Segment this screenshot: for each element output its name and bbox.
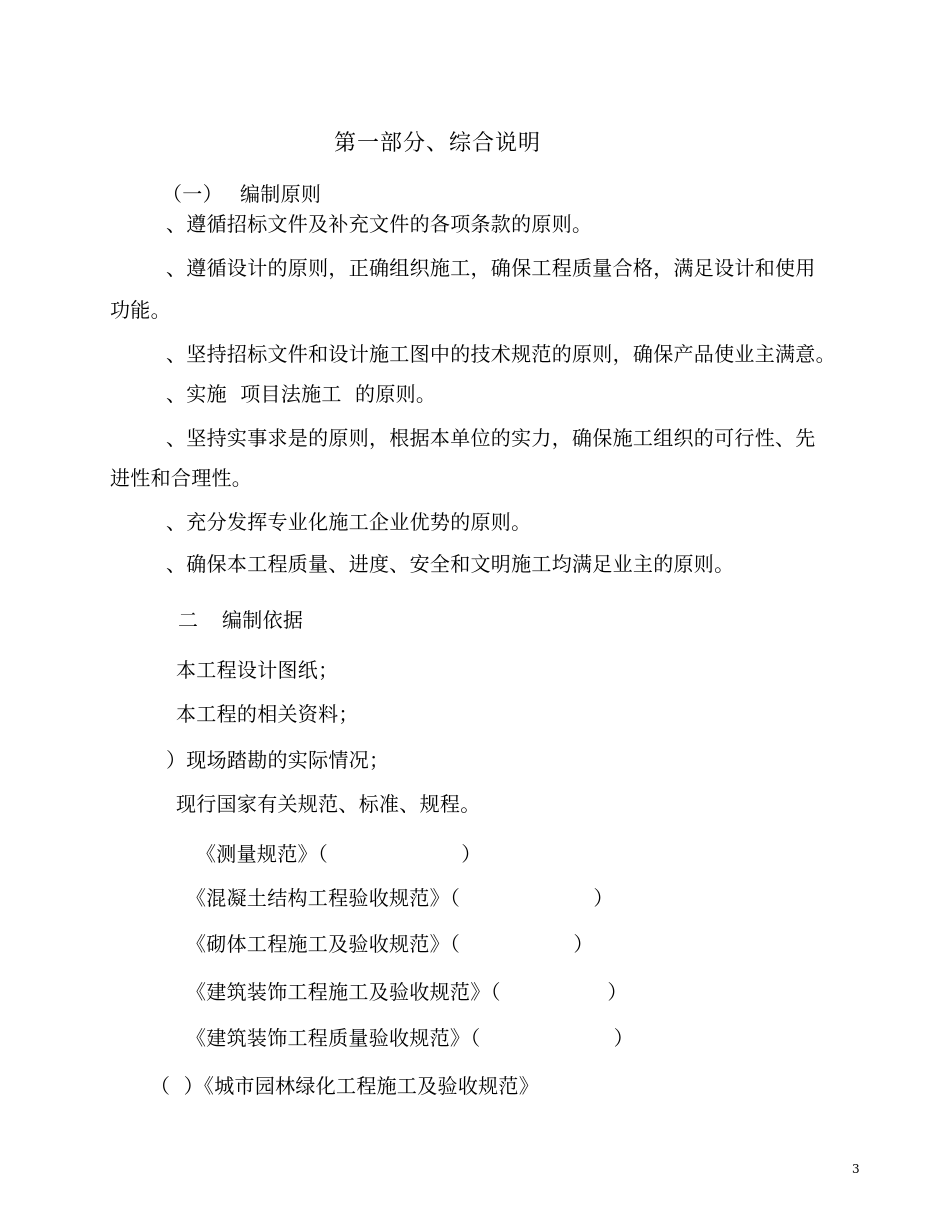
standard-item-5: 《建筑装饰工程质量验收规范》（ ） bbox=[186, 1026, 634, 1050]
section1-item-3: 、坚持招标文件和设计施工图中的技术规范的原则，确保产品使业主满意。 bbox=[166, 342, 836, 366]
section1-item-2-continued: 功能。 bbox=[110, 298, 171, 322]
section2-heading-text: 编制依据 bbox=[222, 608, 304, 632]
section1-item-4: 、实施 项目法施工 的原则。 bbox=[166, 382, 437, 406]
section1-item-5: 、坚持实事求是的原则，根据本单位的实力，确保施工组织的可行性、先 bbox=[166, 426, 816, 450]
section2-heading-number: 二 bbox=[178, 608, 199, 632]
section1-item-1: 、遵循招标文件及补充文件的各项条款的原则。 bbox=[166, 212, 593, 236]
standard-item-2: 《混凝土结构工程验收规范》（ ） bbox=[186, 886, 614, 910]
section2-item-3: ）现场踏勘的实际情况； bbox=[166, 748, 390, 772]
section2-item-1: 本工程设计图纸； bbox=[176, 658, 339, 682]
section1-item-6: 、充分发挥专业化施工企业优势的原则。 bbox=[166, 510, 532, 534]
section1-item-7: 、确保本工程质量、进度、安全和文明施工均满足业主的原则。 bbox=[166, 552, 735, 576]
section1-item-5-continued: 进性和合理性。 bbox=[110, 466, 253, 490]
section1-heading-number: （一） bbox=[162, 182, 223, 206]
standard-item-1: 《测量规范》（ ） bbox=[196, 842, 482, 866]
standard-item-4: 《建筑装饰工程施工及验收规范》（ ） bbox=[186, 980, 628, 1004]
standard-item-6: （ ）《城市园林绿化工程施工及验收规范》 bbox=[150, 1074, 540, 1098]
page-title: 第一部分、综合说明 bbox=[334, 131, 542, 156]
page-number: 3 bbox=[852, 1162, 860, 1176]
standard-item-3: 《砌体工程施工及验收规范》（ ） bbox=[186, 932, 594, 956]
section1-heading-text: 编制原则 bbox=[240, 182, 322, 206]
section2-item-4: 现行国家有关规范、标准、规程。 bbox=[176, 792, 481, 816]
section1-item-2: 、遵循设计的原则，正确组织施工，确保工程质量合格，满足设计和使用 bbox=[166, 256, 816, 280]
section2-item-2: 本工程的相关资料； bbox=[176, 702, 359, 726]
